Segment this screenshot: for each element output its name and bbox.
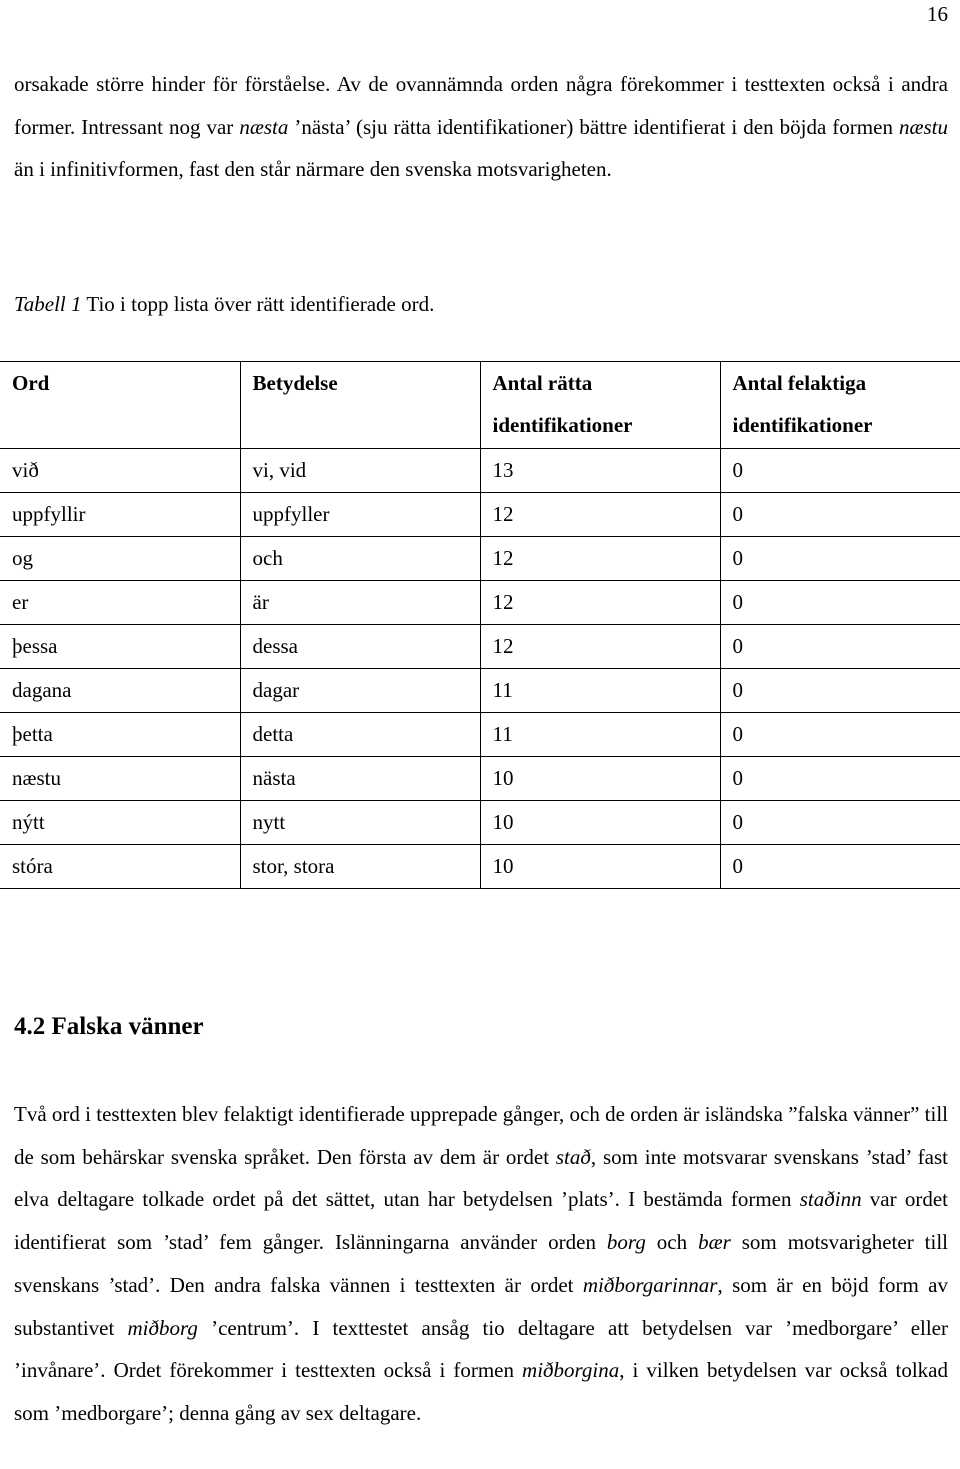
text-run: , som är en böjd form av substantivet bbox=[14, 1272, 948, 1340]
table-caption-label: Tabell 1 bbox=[14, 292, 82, 316]
table-cell: dagana bbox=[0, 669, 240, 713]
table-row bbox=[0, 713, 960, 757]
page-number: 16 bbox=[927, 2, 948, 26]
table-cell: 0 bbox=[720, 537, 960, 581]
text-run: , som inte motsvarar svenskans ’stad’ fast elva deltagare tolkade ordet på det sättet, utan har betydelsen ’plats’. I bestämda formen bbox=[14, 1144, 948, 1212]
italic-term: miðborg bbox=[127, 1315, 198, 1340]
table-row bbox=[0, 757, 960, 801]
column-header bbox=[480, 362, 720, 449]
table-row bbox=[0, 845, 960, 889]
text-run: Två ord i testtexten blev felaktigt identifierade upprepade gånger, och de orden är isländska ”falska vänner” till de som behärskar svenska språket. Den första av dem är ordet bbox=[14, 1102, 948, 1169]
table-caption-text: Tio i topp lista över rätt identifierade ord. bbox=[81, 292, 435, 316]
table-cell: stor, stora bbox=[240, 845, 480, 889]
text-run: ’nästa’ (sju rätta identifikationer) bättre identifierat i den böjda formen bbox=[288, 114, 899, 139]
column-header-line: Antal felaktiga bbox=[732, 371, 867, 395]
table-cell: och bbox=[240, 537, 480, 581]
italic-term: næsta bbox=[239, 114, 289, 139]
italic-term: miðborgina bbox=[522, 1358, 620, 1383]
table-cell: og bbox=[0, 537, 240, 581]
table-cell: 0 bbox=[720, 625, 960, 669]
italic-term: staðinn bbox=[799, 1187, 862, 1212]
table-cell: 10 bbox=[480, 845, 720, 889]
table-cell: 0 bbox=[720, 493, 960, 537]
section-paragraph bbox=[14, 1093, 948, 1435]
table-cell: 12 bbox=[480, 625, 720, 669]
table-cell: detta bbox=[240, 713, 480, 757]
table-cell: 13 bbox=[480, 449, 720, 493]
table-cell: 11 bbox=[480, 669, 720, 713]
table-cell: dagar bbox=[240, 669, 480, 713]
table-cell: 0 bbox=[720, 757, 960, 801]
table-cell: 0 bbox=[720, 801, 960, 845]
column-header-line: identifikationer bbox=[732, 413, 873, 437]
column-header bbox=[720, 362, 960, 449]
table-cell: 0 bbox=[720, 845, 960, 889]
table-row bbox=[0, 537, 960, 581]
table-body bbox=[0, 449, 960, 889]
table-cell: 0 bbox=[720, 669, 960, 713]
italic-term: borg bbox=[606, 1230, 646, 1255]
table-cell: 0 bbox=[720, 581, 960, 625]
table-cell: vi, vid bbox=[240, 449, 480, 493]
text-run: än i infinitivformen, fast den står närmare den svenska motsvarigheten. bbox=[14, 157, 612, 182]
column-header-line: Betydelse bbox=[252, 371, 338, 395]
table-cell: þetta bbox=[0, 713, 240, 757]
text-run: orsakade större hinder för förståelse. Av de ovannämnda orden några förekommer i testtexten också i andra former. Intressant nog var bbox=[14, 72, 948, 139]
text-run: , i vilken betydelsen var också tolkad som ’medborgare’; denna gång av sex deltagare. bbox=[14, 1358, 948, 1425]
table-cell: 12 bbox=[480, 581, 720, 625]
table-cell: er bbox=[0, 581, 240, 625]
table-cell: 11 bbox=[480, 713, 720, 757]
table-cell: nytt bbox=[240, 801, 480, 845]
table-cell: 12 bbox=[480, 537, 720, 581]
table-row bbox=[0, 493, 960, 537]
section-heading: 4.2 Falska vänner bbox=[14, 1013, 204, 1040]
italic-term: næstu bbox=[898, 114, 948, 139]
table-cell: dessa bbox=[240, 625, 480, 669]
table-cell: 10 bbox=[480, 757, 720, 801]
column-header-line: identifikationer bbox=[492, 413, 633, 437]
table-cell: uppfyller bbox=[240, 493, 480, 537]
table-row bbox=[0, 449, 960, 493]
italic-term: miðborgarinnar bbox=[582, 1272, 718, 1297]
table-row bbox=[0, 625, 960, 669]
table-cell: nästa bbox=[240, 757, 480, 801]
table-row bbox=[0, 801, 960, 845]
text-run: ’centrum’. I texttestet ansåg tio deltagare att betydelsen var ’medborgare’ eller ’invånare’. Ordet förekommer i testtexten också i formen bbox=[14, 1315, 948, 1383]
text-run: som motsvarigheter till svenskans ’stad’. Den andra falska vännen i testtexten är ordet bbox=[14, 1230, 948, 1297]
text-run: var ordet identifierat som ’stad’ fem gånger. Islänningarna använder orden bbox=[14, 1187, 948, 1255]
table-cell: 10 bbox=[480, 801, 720, 845]
table-cell: 0 bbox=[720, 449, 960, 493]
table-header-row bbox=[0, 362, 960, 449]
table-cell: 12 bbox=[480, 493, 720, 537]
table-cell: þessa bbox=[0, 625, 240, 669]
table-row bbox=[0, 581, 960, 625]
table-row bbox=[0, 669, 960, 713]
column-header bbox=[0, 362, 240, 449]
intro-paragraph bbox=[14, 63, 948, 191]
italic-term: bær bbox=[698, 1230, 731, 1255]
table-cell: nýtt bbox=[0, 801, 240, 845]
column-header-line: Ord bbox=[12, 371, 50, 395]
text-run: och bbox=[645, 1230, 699, 1255]
table-cell: við bbox=[0, 449, 240, 493]
table-cell: stóra bbox=[0, 845, 240, 889]
table-cell: næstu bbox=[0, 757, 240, 801]
table-cell: uppfyllir bbox=[0, 493, 240, 537]
table-caption bbox=[14, 283, 434, 325]
column-header bbox=[240, 362, 480, 449]
column-header-line: Antal rätta bbox=[492, 371, 593, 395]
word-identification-table bbox=[0, 361, 960, 889]
italic-term: stað bbox=[555, 1144, 591, 1169]
table-cell: är bbox=[240, 581, 480, 625]
table-cell: 0 bbox=[720, 713, 960, 757]
